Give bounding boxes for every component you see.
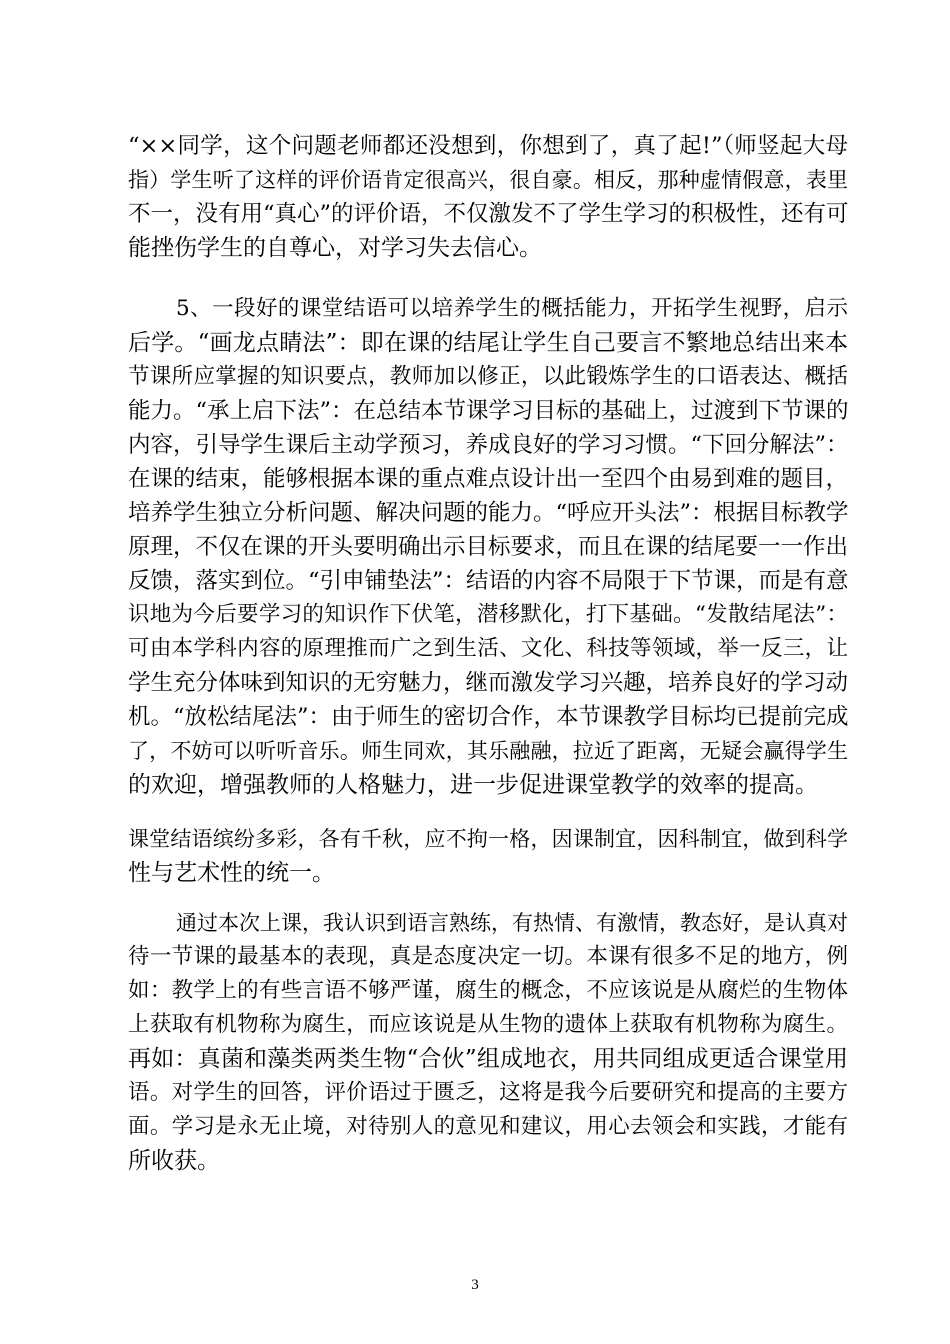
text-line: “××同学，这个问题老师都还没想到，你想到了，真了起!”（师竖起大母 — [128, 133, 848, 159]
text-line: 原理，不仅在课的开头要明确出示目标要求，而且在课的结尾要一一作出 — [128, 534, 849, 560]
text-line: 性与艺术性的统一。 — [128, 860, 335, 886]
text-line: 在课的结束，能够根据本课的重点难点设计出一至四个由易到难的题目， — [128, 466, 849, 492]
text-line: 待一节课的最基本的表现，真是态度决定一切。本课有很多不足的地方，例 — [128, 944, 848, 969]
page-number: 3 — [471, 1277, 479, 1293]
paragraph-summary — [128, 822, 848, 890]
text-line: 内容，引导学生课后主动学预习，养成良好的学习习惯。“下回分解法”： — [128, 432, 849, 458]
text-line: 能力。“承上启下法”：在总结本节课学习目标的基础上，过渡到下节课的 — [128, 398, 849, 424]
text-line: 培养学生独立分析问题、解决问题的能力。“呼应开头法”：根据目标教学 — [128, 500, 849, 526]
text-line: 学生充分体味到知识的无穷魅力，继而激发学习兴趣，培养良好的学习动 — [128, 670, 849, 696]
text-line: 上获取有机物称为腐生，而应该说是从生物的遗体上获取有机物称为腐生。 — [128, 1012, 848, 1037]
text-line: 节课所应掌握的知识要点，教师加以修正，以此锻炼学生的口语表达、概括 — [128, 364, 848, 389]
text-line: 机。“放松结尾法”：由于师生的密切合作，本节课教学目标均已提前完成 — [128, 704, 849, 730]
text-line: 了，不妨可以听听音乐。师生同欢，其乐融融，拉近了距离，无疑会赢得学生 — [128, 739, 848, 763]
text-line: 指）学生听了这样的评价语肯定很高兴，很自豪。相反，那种虚情假意，表里 — [128, 168, 848, 192]
text-line: 可由本学科内容的原理推而广之到生活、文化、科技等领域，举一反三，让 — [128, 636, 848, 661]
paragraph-evaluation — [128, 129, 848, 265]
text-line: 的欢迎，增强教师的人格魅力，进一步促进课堂教学的效率的提高。 — [128, 772, 818, 798]
text-line: 不一，没有用“真心”的评价语，不仅激发不了学生学习的积极性，还有可 — [128, 201, 849, 227]
text-line: 通过本次上课，我认识到语言熟练，有热情、有激情，教态好，是认真对 — [176, 911, 848, 935]
text-line: 面。学习是永无止境，对待别人的意见和建议，用心去领会和实践，才能有 — [128, 1114, 848, 1139]
text-line: 识地为今后要学习的知识作下伏笔，潜移默化，打下基础。“发散结尾法”： — [128, 602, 848, 627]
text-line: 课堂结语缤纷多彩，各有千秋，应不拘一格，因课制宜，因科制宜，做到科学 — [128, 827, 848, 851]
text-line: 再如：真菌和藻类两类生物“合伙”组成地衣，用共同组成更适合课堂用 — [128, 1046, 848, 1072]
text-line: 语。对学生的回答，评价语过于匮乏，这将是我今后要研究和提高的主要方 — [128, 1080, 848, 1105]
text-line: 后学。“画龙点睛法”：即在课的结尾让学生自己要言不繁地总结出来本 — [128, 330, 848, 356]
paragraph-closing-remarks — [128, 292, 848, 802]
paragraph-reflection — [128, 906, 848, 1178]
text-line: 反馈，落实到位。“引申铺垫法”：结语的内容不局限于下节课，而是有意 — [128, 568, 849, 594]
text-line: 所收获。 — [128, 1148, 220, 1174]
text-line: 如：教学上的有些言语不够严谨，腐生的概念，不应该说是从腐烂的生物体 — [128, 978, 848, 1003]
text-line: 能挫伤学生的自尊心，对学习失去信心。 — [128, 235, 542, 261]
text-line: 5、一段好的课堂结语可以培养学生的概括能力，开拓学生视野，启示 — [176, 296, 848, 321]
